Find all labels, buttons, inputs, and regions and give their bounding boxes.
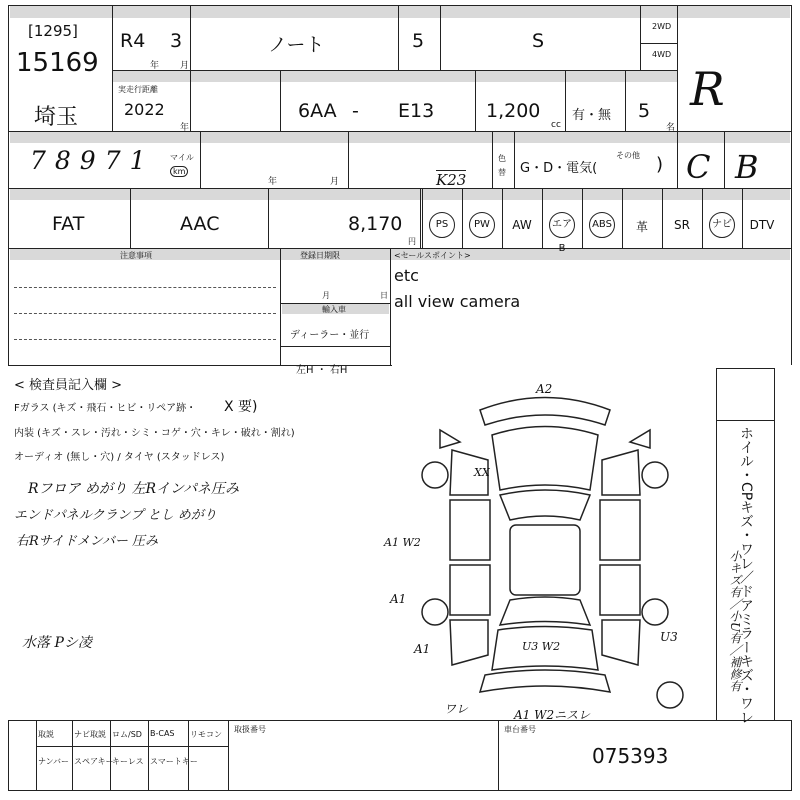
glass-line: Fガラス (キズ・飛石・ヒビ・リペア跡・ [14,403,197,414]
mark-u3: U3 [660,630,678,644]
lot-number: [1295] [28,22,78,40]
equipment-divider [422,188,423,248]
aircon: AAC [180,213,220,235]
registration-header: 登録日期限 [300,251,340,260]
year-unit: 年 [150,61,160,71]
drive-divider [641,43,677,44]
col-line-5 [640,5,641,70]
ac-options: 有・無 [572,108,612,123]
month-unit: 月 [180,61,190,71]
reg-day-label: 日 [380,291,388,300]
wheel-rf [642,462,668,488]
right-front-fender [602,450,640,495]
sales-line-2: all view camera [394,292,521,311]
equipment-divider [542,188,543,248]
footer-bottom [8,790,792,791]
col-color-end [492,131,493,188]
footer-divider [148,746,149,790]
footer-col-end [228,720,229,790]
footer-item-1-2: キーレス [112,757,144,766]
right-rear-door [600,565,640,615]
col-recycle-end [420,188,421,248]
exterior-score: B [735,148,759,186]
right-front-door [600,500,640,560]
wheel-rr [642,599,668,625]
date-year-unit: 年 [268,177,278,187]
col-ac-end [268,188,269,248]
handle-line [280,346,390,347]
equipment-3: エアB [549,212,575,238]
model-prefix: 6AA [298,100,337,122]
side-label-2: 小キズ有／小U有／補修有 [728,550,742,693]
mirror-right [630,430,650,448]
side-panel-right [774,368,775,720]
spare-wheel [657,682,683,708]
chassis-label: 車台番号 [504,725,536,734]
mark-a1-lower: A1 [414,642,431,656]
handwritten-1: Rフロア めがり 左Rインパネ圧み [28,481,240,497]
mark-a1w2: A1 W2 [384,536,421,549]
footer-chassis-start [498,720,499,790]
col-mileage-end [200,131,201,188]
year-unit-2: 年 [180,123,190,133]
footer-item-1-3: スマートキー [150,757,198,766]
equipment-1: PW [469,212,495,238]
year-era: R4 [120,30,146,52]
color-code: K23 [436,171,467,189]
footer-col-0 [36,720,37,790]
sales-header: <セールスポイント> [394,251,471,260]
seats-unit: 名 [666,123,676,133]
mark-a2: A2 [536,382,553,396]
equipment-4: ABS [589,212,615,238]
col-fuel-end [677,131,678,188]
reg-month-label: 月 [322,291,330,300]
interior-line: 内装 (キズ・スレ・汚れ・シミ・コゲ・穴・キレ・破れ・割れ) [14,428,295,439]
date-month-unit: 月 [330,177,340,187]
footer-left [8,720,9,790]
mark-crack: ワレ [444,702,469,716]
col-line-9 [565,70,566,131]
side-label: ホイル・CPキズ・ワレ／ドアミラーキズ・ワレ [738,426,754,725]
model-code: E13 [398,100,435,122]
handle-option: 左H ・ 右H [296,365,348,376]
row-line-1 [112,70,677,71]
footer-item-0-2: ロム/SD [112,730,142,739]
equipment-8: DTV [749,218,775,232]
right-rear-fender [602,620,640,665]
doors: 5 [412,30,425,52]
seats: 5 [638,100,651,122]
rear-window [500,597,590,625]
transmission: FAT [52,213,85,235]
handwritten-5: 水落 Pシ凌 [22,635,92,651]
dealer-option: ディーラー・並行 [290,330,370,341]
footer-divider [72,746,73,790]
car-diagram [380,380,710,720]
fuel-options: G・D・電気( [520,161,598,176]
col-color-label-end [514,131,515,188]
note-line-3 [14,339,276,340]
footer-item-0-4: リモコン [190,730,222,739]
handwritten-2: エンドパネルクランプ とし めがり [14,508,217,523]
col-line-4 [440,5,441,70]
drive-2wd: 2WD [652,22,672,31]
col-trans-end [130,188,131,248]
footer-item-1-1: スペアキー [74,757,114,766]
mileage-unit-top: マイル [170,153,194,162]
header-band-1 [10,6,790,18]
windshield [500,490,590,520]
lot-code: 15169 [16,48,99,78]
front-bumper [480,398,610,426]
mark-u3w2: U3 W2 [522,640,561,653]
col-notes-end [280,248,281,365]
equipment-5: 革 [635,220,648,234]
fuel-other: その他 [616,151,640,160]
fuel-close: ) [656,154,664,175]
header-band-4 [10,188,790,200]
score-letter: R [690,62,725,116]
left-rear-door [450,565,490,615]
col-reg-end [390,248,391,365]
inspector-header: < 検査員記入欄 > [14,378,123,393]
recycle-unit: 円 [408,237,416,246]
equipment-divider [582,188,583,248]
equipment-7: ナビ [709,212,735,238]
note-line-2 [14,313,276,314]
col-line-3 [398,5,399,70]
footer-item-0-0: 取説 [38,730,54,739]
col-line-8 [475,70,476,131]
frame-right [791,5,792,365]
mark-a1-left: A1 [390,592,407,606]
handwritten-3: 右Rサイドメンバー 圧み [16,534,158,549]
chassis-number: 075393 [592,744,669,768]
equipment-divider [702,188,703,248]
month: 3 [170,30,183,52]
left-rear-fender [450,620,488,665]
mileage-unit: km [170,166,188,177]
mark-a1w2-scratch: A1 W2ニスレ [514,708,591,722]
frame-left [8,5,9,365]
side-panel-top [716,368,774,369]
equipment-divider [462,188,463,248]
hood [492,427,598,491]
col-int-end [724,131,725,188]
side-panel-sep [716,420,774,421]
footer-divider [110,746,111,790]
footer-divider [72,720,73,746]
footer-divider [110,720,111,746]
note-line-1 [14,287,276,288]
row-line-4 [8,248,792,249]
equipment-0: PS [429,212,455,238]
wheel-lf [422,462,448,488]
footer-top [8,720,792,721]
region: 埼玉 [34,105,79,130]
car-name: ノート [268,34,325,56]
row-line-3 [8,188,792,189]
glass-mark: X 要) [224,399,258,415]
footer-item-1-0: ナンバー [38,757,70,766]
col-line-2 [190,5,191,131]
drive-4wd: 4WD [652,50,672,59]
footer-divider [188,746,189,790]
caution-header: 注意事項 [120,251,152,260]
mark-xx: XX [474,466,490,479]
footer-right [791,720,792,790]
footer-divider [148,720,149,746]
audio-line: オーディオ (無し・穴) / タイヤ (スタッドレス) [14,452,225,463]
col-line-7 [280,70,281,131]
col-line-1 [112,5,113,131]
col-line-10 [625,70,626,131]
displacement-unit: cc [551,120,561,130]
header-band-2 [112,70,677,82]
import-header: 輸入車 [322,305,346,314]
interior-score: C [686,148,711,186]
footer-extra-label: 取扱番号 [234,725,266,734]
registration-note: 実走行距離 [118,85,158,94]
recycle-fee: 8,170 [348,213,403,235]
footer-item-0-3: B-CAS [150,729,175,738]
wheel-lr [422,599,448,625]
footer-mid [36,746,228,747]
col-date-end [348,131,349,188]
left-front-door [450,500,490,560]
grade: S [532,30,545,52]
gregorian-year: 2022 [124,100,165,119]
equipment-6: SR [674,218,690,232]
displacement: 1,200 [486,100,541,122]
sales-line-1: etc [394,266,419,285]
roof [510,525,580,595]
model-dash: - [352,100,359,122]
rear-bumper [480,670,610,692]
equipment-2: AW [512,218,532,232]
footer-item-0-1: ナビ取説 [74,730,106,739]
mileage: 78971 [30,146,155,175]
footer-divider [188,720,189,746]
mirror-left [440,430,460,448]
col-line-6 [677,5,678,131]
color-label: 色 替 [498,154,506,177]
